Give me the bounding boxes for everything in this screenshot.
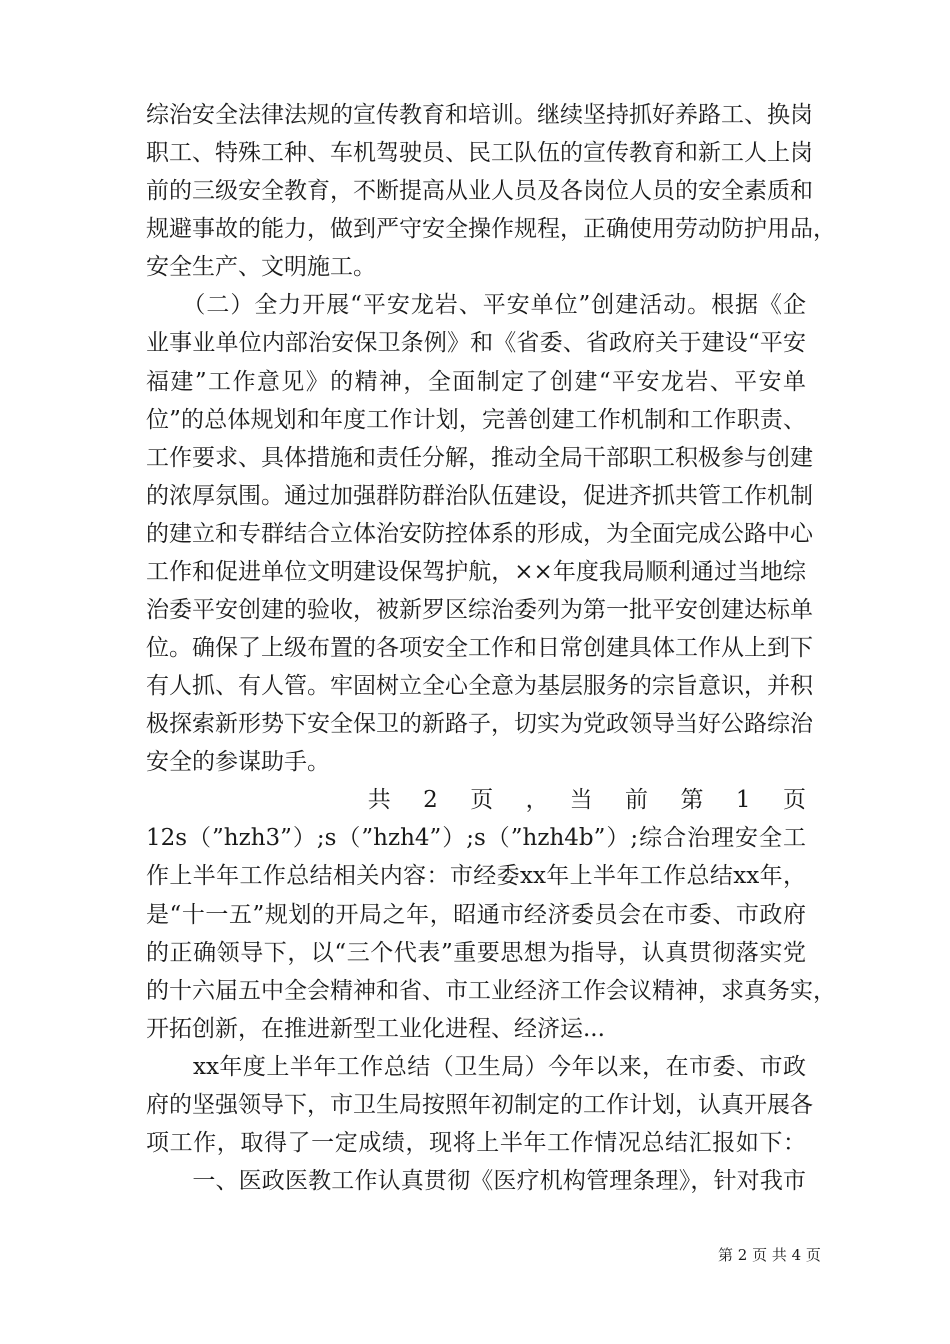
text-line: 综治安全法律法规的宣传教育和培训。继续坚持抓好养路工、换岗: [146, 102, 813, 128]
text-line: 是“十一五”规划的开局之年，昭通市经济委员会在市委、市政府: [146, 902, 806, 928]
text-line: xx年度上半年工作总结（卫生局）今年以来，在市委、市政: [146, 1054, 806, 1080]
text-line: 工作要求、具体措施和责任分解，推动全局干部职工积极参与创建: [146, 445, 813, 471]
text-line: 前的三级安全教育，不断提高从业人员及各岗位人员的安全素质和: [146, 178, 813, 204]
text-line: 极探索新形势下安全保卫的新路子，切实为党政领导当好公路综治: [146, 711, 813, 737]
text-line: 职工、特殊工种、车机驾驶员、民工队伍的宣传教育和新工人上岗: [146, 140, 813, 166]
text-line: 府的坚强领导下，市卫生局按照年初制定的工作计划，认真开展各: [146, 1092, 813, 1118]
text-line: 位”的总体规划和年度工作计划，完善创建工作机制和工作职责、: [146, 407, 806, 433]
text-line: 项工作，取得了一定成绩，现将上半年工作情况总结汇报如下：: [146, 1130, 806, 1156]
text-line: 的十六届五中全会精神和省、市工业经济工作会议精神，求真务实，: [146, 978, 836, 1004]
text-line: 有人抓、有人管。牢固树立全心全意为基层服务的宗旨意识，并积: [146, 673, 813, 699]
text-line: 治委平安创建的验收，被新罗区综治委列为第一批平安创建达标单: [146, 597, 813, 623]
text-line: 安全生产、文明施工。: [146, 254, 376, 280]
text-line: 工作和促进单位文明建设保驾护航，××年度我局顺利通过当地综: [146, 559, 806, 585]
text-line: 福建”工作意见》的精神，全面制定了创建“平安龙岩、平安单: [146, 369, 806, 395]
text-line: 作上半年工作总结相关内容：市经委xx年上半年工作总结xx年，: [146, 863, 806, 889]
text-line: 安全的参谋助手。: [146, 749, 330, 775]
page-footer: 第 2 页 共 4 页: [718, 1246, 821, 1264]
text-line: 位。确保了上级布置的各项安全工作和日常创建具体工作从上到下: [146, 635, 813, 661]
text-line: 一、医政医教工作认真贯彻《医疗机构管理条理》，针对我市: [146, 1168, 806, 1194]
text-line: （二）全力开展“平安龙岩、平安单位”创建活动。根据《企: [146, 292, 806, 318]
text-line: 的浓厚氛围。通过加强群防群治队伍建设，促进齐抓共管工作机制: [146, 483, 813, 509]
text-line: 业事业单位内部治安保卫条例》和《省委、省政府关于建设“平安: [146, 330, 806, 356]
text-line: 的建立和专群结合立体治安防控体系的形成，为全面完成公路中心: [146, 521, 813, 547]
text-line: 的正确领导下，以“三个代表”重要思想为指导，认真贯彻落实党: [146, 940, 806, 966]
page-count-line: 共 2 页 ， 当 前 第 1 页: [146, 787, 806, 813]
text-line: 规避事故的能力，做到严守安全操作规程，正确使用劳动防护用品，: [146, 216, 836, 242]
text-line: 开拓创新，在推进新型工业化进程、经济运...: [146, 1016, 605, 1042]
text-line: 12s（”hzh3”）;s（”hzh4”）;s（”hzh4b”）;综合治理安全工: [146, 825, 806, 851]
